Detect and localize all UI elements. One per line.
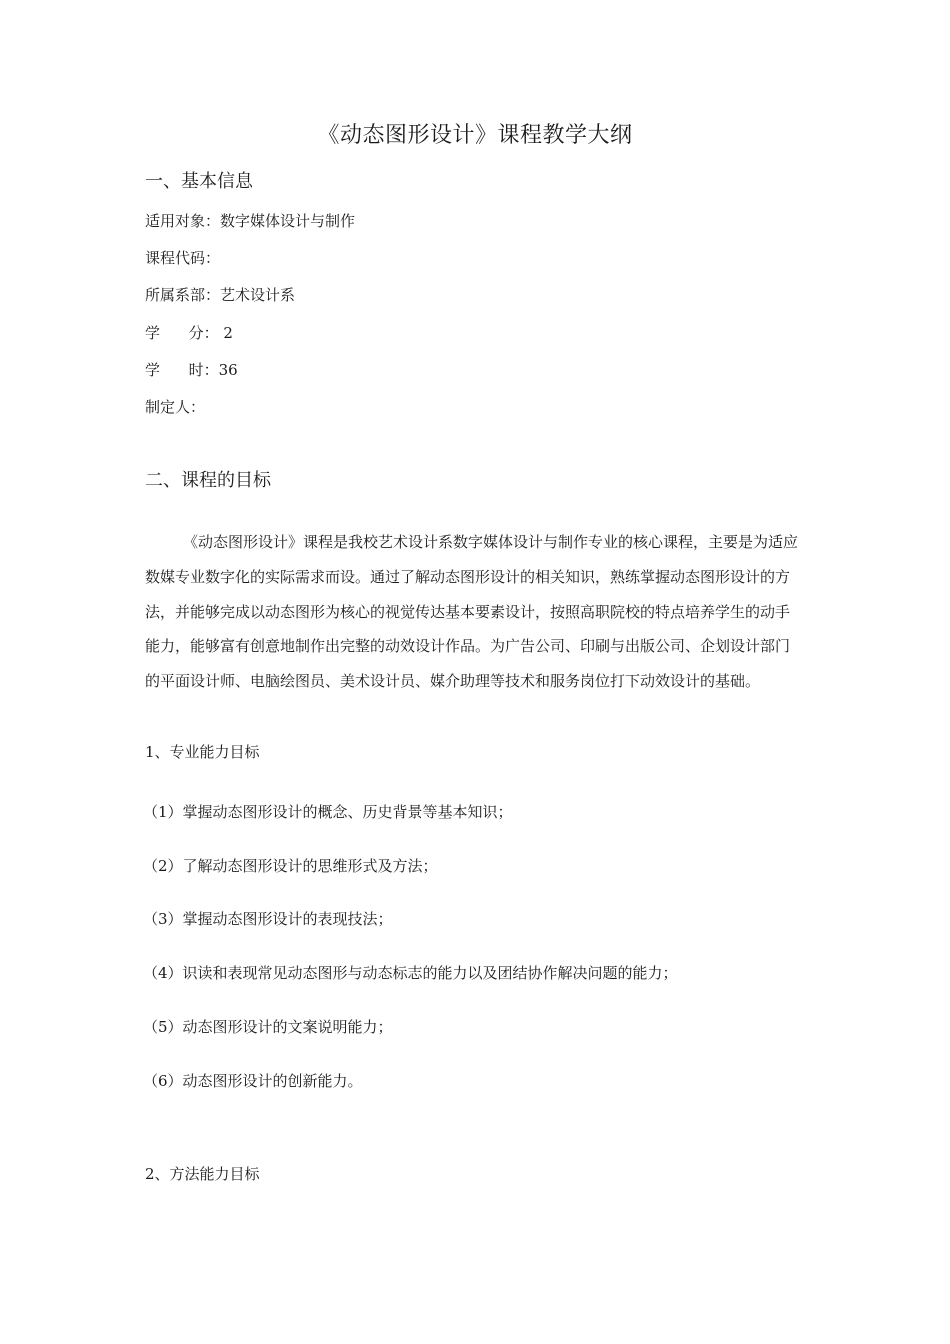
goal-item: （5）动态图形设计的文案说明能力；: [143, 1018, 393, 1036]
section-heading-course-goals: 二、课程的目标: [145, 470, 271, 491]
section-heading-basic-info: 一、基本信息: [145, 171, 253, 192]
subheading-professional-goals: 1、专业能力目标: [145, 743, 260, 761]
goal-item: （6）动态图形设计的创新能力。: [143, 1072, 363, 1090]
field-credits: 学 分： 2: [145, 324, 233, 342]
goal-item: （3）掌握动态图形设计的表现技法；: [143, 910, 393, 928]
paragraph-line: 法，并能够完成以动态图形为核心的视觉传达基本要素设计，按照高职院校的特点培养学生的动手: [145, 602, 791, 621]
paragraph-line: 《动态图形设计》课程是我校艺术设计系数字媒体设计与制作专业的核心课程，主要是为适应: [183, 533, 799, 551]
paragraph-line: 的平面设计师、电脑绘图员、美术设计员、媒介助理等技术和服务岗位打下动效设计的基础。: [145, 672, 761, 691]
document-title: 《动态图形设计》课程教学大纲: [317, 123, 633, 148]
field-department: 所属系部：艺术设计系: [145, 286, 296, 304]
paragraph-line: 数媒专业数字化的实际需求而设。通过了解动态图形设计的相关知识，熟练掌握动态图形设计的方: [145, 567, 791, 586]
goal-item: （2）了解动态图形设计的思维形式及方法；: [143, 857, 438, 875]
goal-item: （4）识读和表现常见动态图形与动态标志的能力以及团结协作解决问题的能力；: [143, 964, 678, 982]
field-target-audience: 适用对象：数字媒体设计与制作: [145, 212, 356, 230]
paragraph-line: 能力，能够富有创意地制作出完整的动效设计作品。为广告公司、印刷与出版公司、企划设计部门: [145, 637, 791, 656]
field-hours: 学 时：36: [145, 361, 238, 379]
subheading-method-goals: 2、方法能力目标: [145, 1165, 260, 1183]
course-goals-paragraph: [145, 525, 865, 699]
field-author: 制定人：: [145, 398, 206, 416]
goal-item: （1）掌握动态图形设计的概念、历史背景等基本知识；: [143, 803, 513, 821]
field-course-code: 课程代码：: [145, 249, 221, 267]
